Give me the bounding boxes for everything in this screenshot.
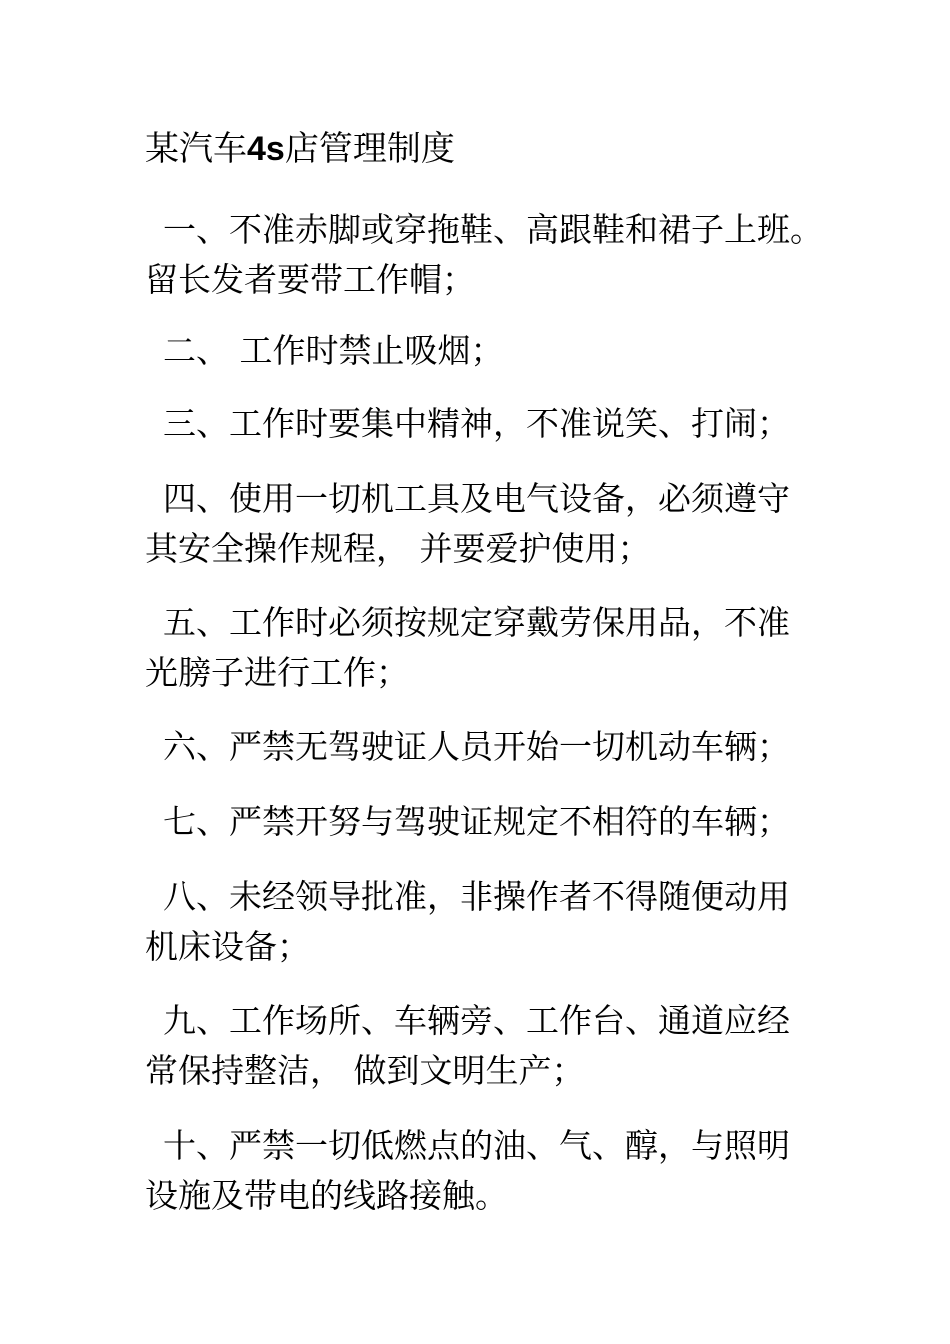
rule-6 <box>145 722 825 772</box>
rule-2-line-1: 二、 工作时禁止吸烟； <box>163 331 504 370</box>
rule-7-line-1: 七、严禁开努与驾驶证规定不相符的车辆； <box>163 802 790 841</box>
rule-9-line-2: 常保持整洁， 做到文明生产； <box>145 1051 585 1090</box>
rule-6-line-1: 六、严禁无驾驶证人员开始一切机动车辆； <box>163 727 790 766</box>
rule-3-line-1: 三、工作时要集中精神，不准说笑、打闹； <box>163 404 790 443</box>
rule-5-line-2: 光膀子进行工作； <box>145 653 409 692</box>
rule-1-line-1: 一、不准赤脚或穿拖鞋、高跟鞋和裙子上班。 <box>163 210 823 249</box>
title-suffix: 店管理制度 <box>284 129 455 169</box>
rule-8-line-2: 机床设备； <box>145 927 310 966</box>
rule-10-line-2: 设施及带电的线路接触。 <box>145 1176 508 1215</box>
rule-1 <box>145 205 825 305</box>
rule-3 <box>145 399 825 449</box>
rule-2 <box>145 326 825 376</box>
rule-4-line-2: 其安全操作规程， 并要爱护使用； <box>145 529 651 568</box>
rule-10-line-1: 十、严禁一切低燃点的油、气、醇，与照明 <box>163 1126 790 1165</box>
rule-1-line-2: 留长发者要带工作帽； <box>145 260 475 299</box>
title-prefix: 某汽车 <box>145 129 247 169</box>
rule-5 <box>145 598 825 698</box>
rule-4-line-1: 四、使用一切机工具及电气设备，必须遵守 <box>163 479 790 518</box>
rule-9 <box>145 996 825 1096</box>
rule-7 <box>145 797 825 847</box>
rule-8 <box>145 872 825 972</box>
rule-4 <box>145 474 825 574</box>
rule-8-line-1: 八、未经领导批准，非操作者不得随便动用 <box>163 877 790 916</box>
rule-10 <box>145 1121 825 1221</box>
document-title <box>145 126 455 172</box>
rule-9-line-1: 九、工作场所、车辆旁、工作台、通道应经 <box>163 1001 790 1040</box>
title-code: 4s <box>247 130 285 168</box>
rule-5-line-1: 五、工作时必须按规定穿戴劳保用品，不准 <box>163 603 790 642</box>
